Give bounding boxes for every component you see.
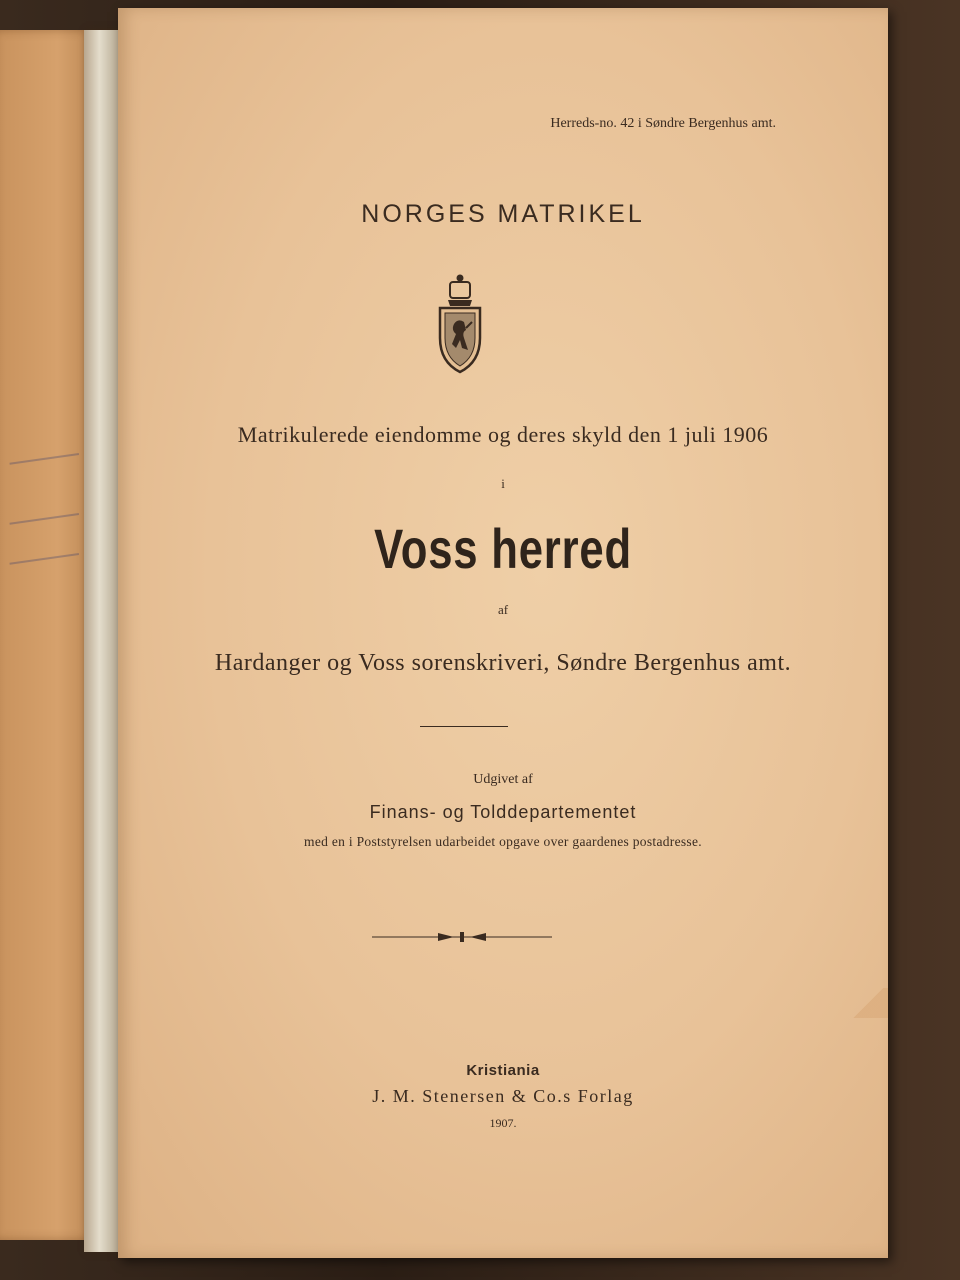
publication-year: 1907. bbox=[489, 1116, 517, 1130]
title-page bbox=[118, 8, 888, 1258]
postal-address-note: med en i Poststyrelsen udarbeidet opgave over gaardenes postadresse. bbox=[304, 834, 702, 849]
page-title: NORGES MATRIKEL bbox=[361, 200, 645, 228]
publisher-name: J. M. Stenersen & Co.s Forlag bbox=[372, 1086, 634, 1106]
ornamental-divider-icon bbox=[372, 930, 552, 944]
pencil-mark bbox=[7, 535, 79, 565]
subtitle: Matrikulerede eiendomme og deres skyld den 1 juli 1906 bbox=[237, 422, 769, 447]
department-name: Finans- og Tolddepartementet bbox=[369, 802, 637, 822]
connector-af: af bbox=[497, 602, 509, 617]
pencil-mark bbox=[7, 435, 79, 465]
norwegian-coat-of-arms-icon bbox=[436, 272, 484, 376]
back-cover bbox=[0, 30, 96, 1240]
publication-city: Kristiania bbox=[466, 1062, 540, 1079]
connector-i: i bbox=[501, 476, 505, 491]
district-title: Voss herred bbox=[374, 517, 632, 580]
divider-rule bbox=[420, 726, 508, 727]
pencil-mark bbox=[7, 495, 79, 525]
publisher-intro: Udgivet af bbox=[473, 772, 533, 787]
jurisdiction-line: Hardanger og Voss sorenskriveri, Søndre Bergenhus amt. bbox=[214, 650, 792, 676]
page-tear bbox=[848, 988, 888, 1018]
district-number-note: Herreds-no. 42 i Søndre Bergenhus amt. bbox=[550, 116, 776, 131]
